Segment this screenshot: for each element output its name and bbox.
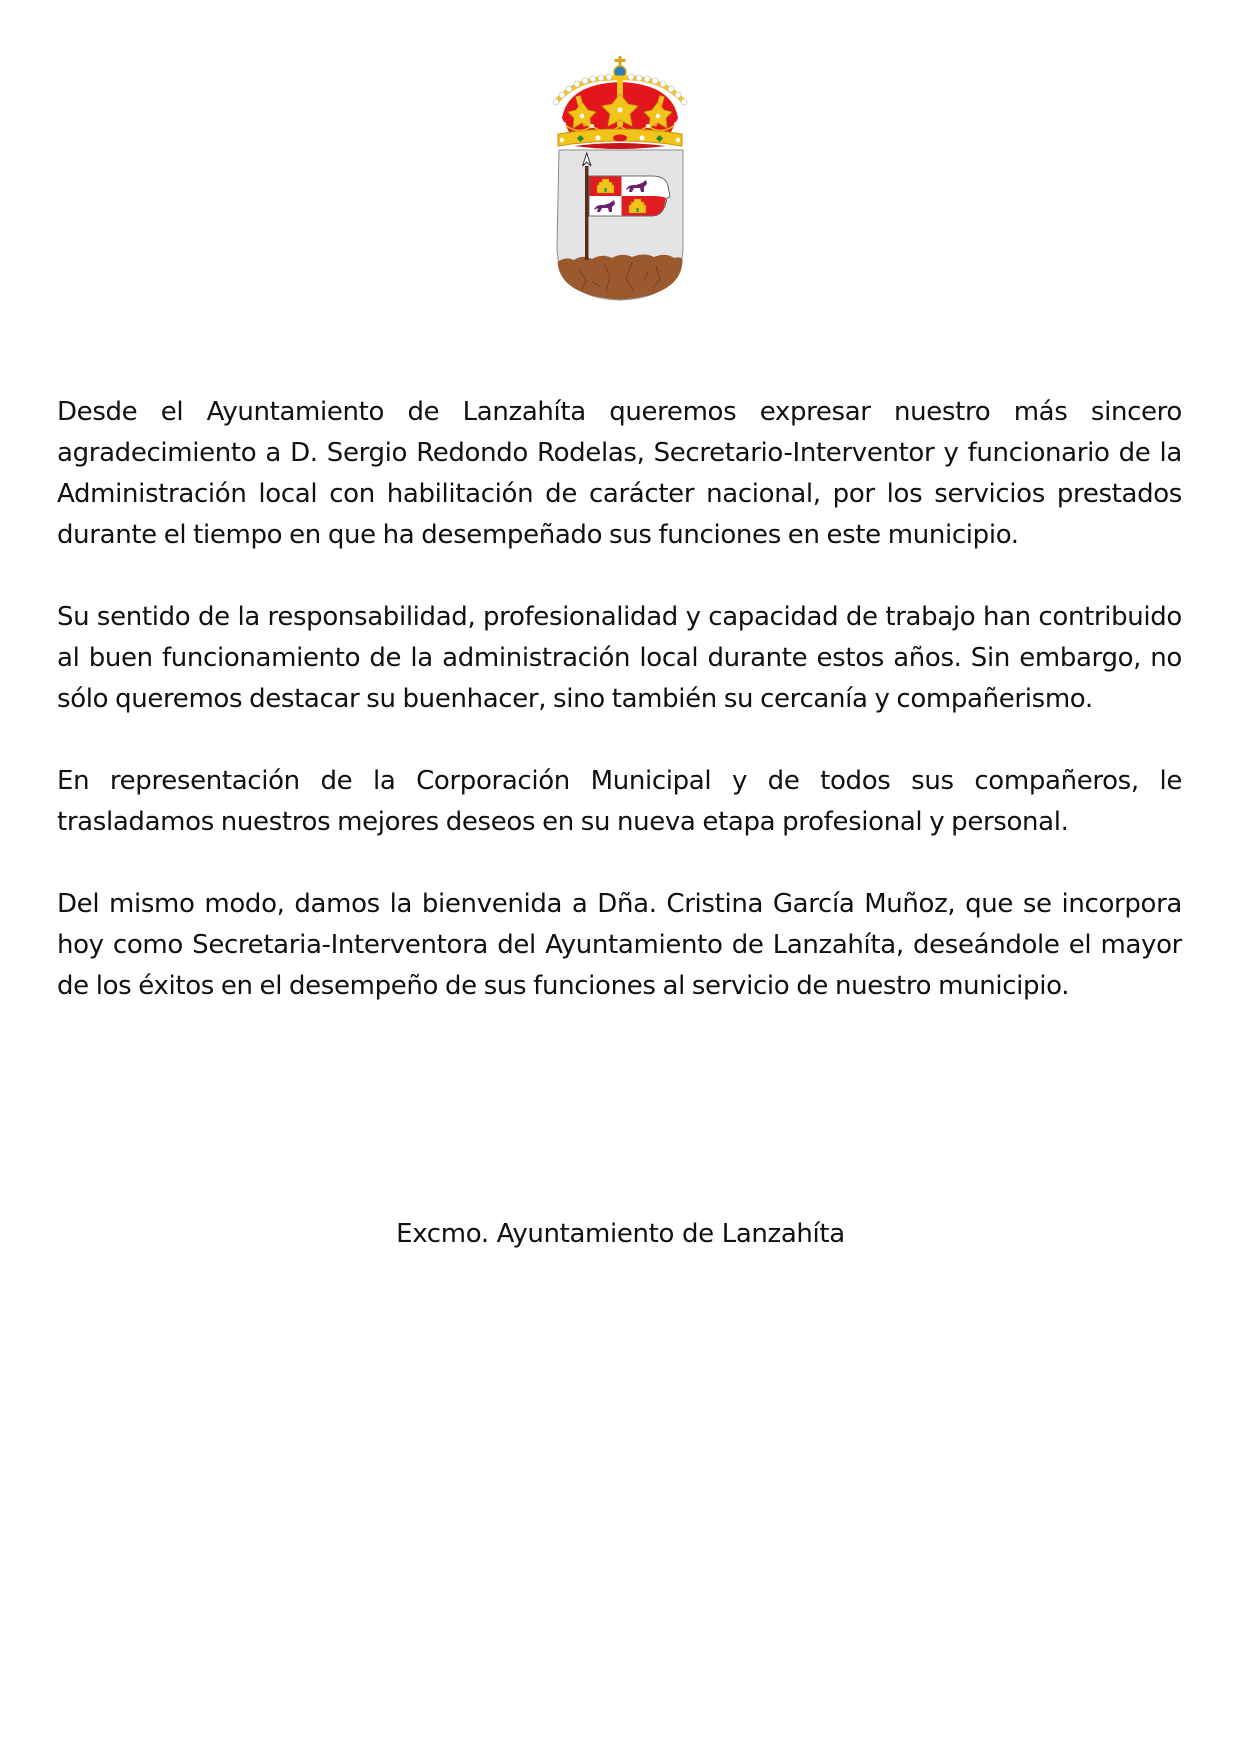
letter-body: [57, 392, 1182, 1007]
paragraph-gratitude: Desde el Ayuntamiento de Lanzahíta queremos expresar nuestro más sincero agradecimiento a D. Sergio Redondo Rodelas, Secretario-Interventor y funcionario de la Administración local con habilitación de carácter nacional, por los servicios prestados durante el tiempo en que ha desempeñado sus funciones en este municipio.: [57, 397, 1182, 550]
paragraph-welcome: Del mismo modo, damos la bienvenida a Dña. Cristina García Muñoz, que se incorpora hoy como Secretaria-Interventora del Ayuntamiento de Lanzahíta, deseándole el mayor de los éxitos en el desempeño de sus funciones al servicio de nuestro municipio.: [57, 889, 1182, 1001]
crown-icon: [553, 56, 687, 149]
flag-icon: [589, 176, 670, 216]
paragraph-best-wishes: En representación de la Corporación Municipal y de todos sus compañeros, le trasladamos nuestros mejores deseos en su nueva etapa profesional y personal.: [57, 766, 1182, 837]
shield-icon: [557, 150, 683, 300]
coat-of-arms-icon: [548, 56, 692, 302]
paragraph-praise: Su sentido de la responsabilidad, profesionalidad y capacidad de trabajo han contribuido al buen funcionamiento de la administración local durante estos años. Sin embargo, no sólo queremos destacar su buenhacer, sino también su cercanía y compañerismo.: [57, 602, 1182, 714]
signature-line: Excmo. Ayuntamiento de Lanzahíta: [396, 1219, 845, 1249]
